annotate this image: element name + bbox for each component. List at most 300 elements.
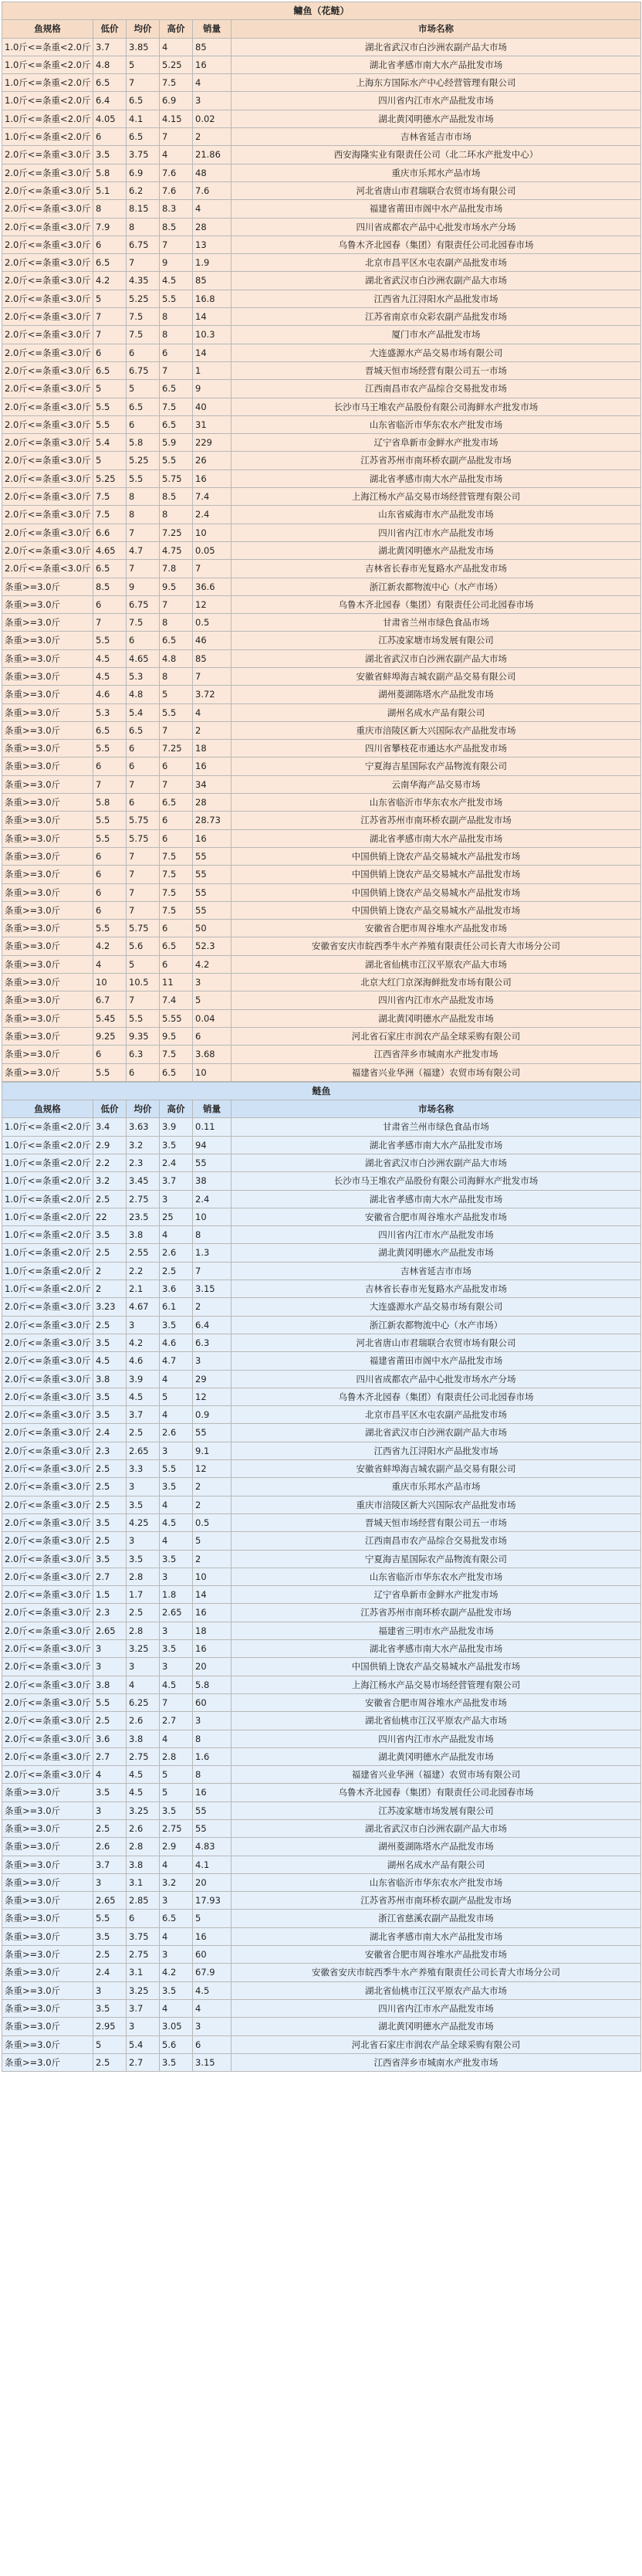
cell-spec: 2.0斤<=条重<3.0斤	[2, 236, 93, 253]
cell-market-name: 甘肃省兰州市绿色食品市场	[231, 1118, 641, 1136]
cell-market-name: 湖北省孝感市南大水产品批发市场	[231, 1640, 641, 1658]
table-row	[2, 1424, 641, 1442]
cell-market-name: 江西南昌市农产品综合交易批发市场	[231, 380, 641, 398]
cell-high-price: 9.5	[160, 1027, 193, 1045]
cell-high-price: 3.5	[160, 1550, 193, 1568]
cell-avg-price: 7	[127, 991, 160, 1009]
cell-spec: 1.0斤<=条重<2.0斤	[2, 1226, 93, 1244]
cell-volume: 7	[193, 560, 231, 578]
cell-spec: 1.0斤<=条重<2.0斤	[2, 128, 93, 146]
cell-low-price: 2.5	[93, 1478, 127, 1496]
cell-volume: 12	[193, 1388, 231, 1405]
cell-spec: 条重>=3.0斤	[2, 686, 93, 703]
cell-market-name: 湖北省武汉市白沙洲农副产品大市场	[231, 1424, 641, 1442]
table-row	[2, 1027, 641, 1045]
column-header-volume: 销量	[193, 1100, 231, 1118]
table-row	[2, 955, 641, 973]
cell-high-price: 9	[160, 254, 193, 272]
table-row	[2, 937, 641, 955]
cell-avg-price: 3	[127, 1316, 160, 1334]
cell-low-price: 4	[93, 955, 127, 973]
cell-market-name: 江苏省苏州市南环桥农副产品批发市场	[231, 812, 641, 829]
cell-market-name: 安徽省蚌埠海吉城农副产品交易有限公司	[231, 667, 641, 685]
cell-market-name: 辽宁省阜新市金鲜水产批发市场	[231, 434, 641, 452]
cell-volume: 8	[193, 1730, 231, 1747]
cell-low-price: 4.2	[93, 937, 127, 955]
cell-market-name: 湖北省孝感市南大水产品批发市场	[231, 1927, 641, 1945]
cell-market-name: 安徽省合肥市周谷堆水产品批发市场	[231, 1208, 641, 1225]
cell-avg-price: 5	[127, 380, 160, 398]
table-row	[2, 1513, 641, 1531]
cell-volume: 6	[193, 1027, 231, 1045]
cell-low-price: 2.7	[93, 1747, 127, 1765]
cell-market-name: 湖北黄冈明德水产品批发市场	[231, 1244, 641, 1262]
cell-volume: 28.73	[193, 812, 231, 829]
cell-market-name: 江苏省苏州市南环桥农副产品批发市场	[231, 452, 641, 469]
cell-market-name: 乌鲁木齐北园春（集团）有限责任公司北园春市场	[231, 236, 641, 253]
column-header-spec: 鱼规格	[2, 1100, 93, 1118]
cell-market-name: 河北省唐山市君瑞联合农贸市场有限公司	[231, 181, 641, 199]
cell-high-price: 7	[160, 721, 193, 739]
cell-high-price: 6.5	[160, 632, 193, 649]
cell-low-price: 6.7	[93, 991, 127, 1009]
cell-avg-price: 3.2	[127, 1136, 160, 1154]
cell-market-name: 江西省萍乡市城南水产批发市场	[231, 1046, 641, 1063]
cell-spec: 2.0斤<=条重<3.0斤	[2, 1478, 93, 1496]
cell-volume: 6	[193, 2035, 231, 2053]
table-title: 鲢鱼	[2, 1082, 641, 1100]
cell-high-price: 6.1	[160, 1298, 193, 1316]
cell-spec: 2.0斤<=条重<3.0斤	[2, 560, 93, 578]
cell-market-name: 重庆市乐邦水产品市场	[231, 1478, 641, 1496]
table-title: 鳙鱼（花鲢）	[2, 2, 641, 20]
cell-low-price: 2.7	[93, 1568, 127, 1585]
cell-volume: 85	[193, 272, 231, 290]
column-header-high: 高价	[160, 1100, 193, 1118]
cell-volume: 5	[193, 991, 231, 1009]
cell-avg-price: 2.8	[127, 1622, 160, 1639]
cell-low-price: 2.5	[93, 1316, 127, 1334]
table-row	[2, 686, 641, 703]
cell-market-name: 甘肃省兰州市绿色食品市场	[231, 614, 641, 632]
cell-high-price: 2.65	[160, 1604, 193, 1622]
cell-high-price: 1.8	[160, 1586, 193, 1604]
cell-volume: 4.5	[193, 1981, 231, 1999]
cell-market-name: 山东省临沂市华东农水产批发市场	[231, 415, 641, 433]
cell-avg-price: 8	[127, 218, 160, 236]
cell-avg-price: 3.1	[127, 1964, 160, 1981]
cell-high-price: 5.25	[160, 56, 193, 73]
cell-low-price: 7.9	[93, 218, 127, 236]
cell-volume: 18	[193, 740, 231, 758]
cell-market-name: 重庆市涪陵区新大兴国际农产品批发市场	[231, 721, 641, 739]
cell-spec: 条重>=3.0斤	[2, 649, 93, 667]
cell-spec: 2.0斤<=条重<3.0斤	[2, 1693, 93, 1711]
cell-high-price: 4	[160, 1226, 193, 1244]
cell-low-price: 5.25	[93, 469, 127, 487]
cell-low-price: 6	[93, 901, 127, 919]
cell-avg-price: 6	[127, 1910, 160, 1927]
cell-spec: 2.0斤<=条重<3.0斤	[2, 1406, 93, 1424]
cell-spec: 2.0斤<=条重<3.0斤	[2, 1352, 93, 1370]
cell-market-name: 浙江省慈溪农副产品批发市场	[231, 1910, 641, 1927]
cell-volume: 85	[193, 38, 231, 56]
cell-low-price: 22	[93, 1208, 127, 1225]
cell-market-name: 吉林省长春市光复路水产品批发市场	[231, 1280, 641, 1298]
cell-high-price: 4.7	[160, 1352, 193, 1370]
cell-high-price: 6	[160, 344, 193, 361]
cell-avg-price: 6.5	[127, 128, 160, 146]
cell-low-price: 5.5	[93, 1063, 127, 1081]
cell-high-price: 2.9	[160, 1838, 193, 1856]
cell-high-price: 3.5	[160, 1640, 193, 1658]
cell-volume: 5	[193, 1910, 231, 1927]
cell-low-price: 3.7	[93, 38, 127, 56]
cell-spec: 2.0斤<=条重<3.0斤	[2, 488, 93, 506]
cell-spec: 2.0斤<=条重<3.0斤	[2, 1604, 93, 1622]
cell-market-name: 安徽省安庆市皖西季牛水产养殖有限责任公司长青大市场分公司	[231, 937, 641, 955]
cell-volume: 46	[193, 632, 231, 649]
cell-avg-price: 7	[127, 866, 160, 883]
cell-low-price: 6.5	[93, 721, 127, 739]
table-row	[2, 1892, 641, 1910]
cell-avg-price: 2.75	[127, 1747, 160, 1765]
table-row	[2, 1693, 641, 1711]
cell-spec: 2.0斤<=条重<3.0斤	[2, 1424, 93, 1442]
cell-volume: 9.1	[193, 1442, 231, 1459]
table-row	[2, 1532, 641, 1550]
cell-avg-price: 8	[127, 488, 160, 506]
cell-market-name: 山东省临沂市华东农水产批发市场	[231, 1873, 641, 1891]
table-row	[2, 1136, 641, 1154]
column-header-market: 市场名称	[231, 20, 641, 38]
cell-avg-price: 7	[127, 847, 160, 865]
cell-volume: 1.9	[193, 254, 231, 272]
table-row	[2, 1658, 641, 1676]
table-row	[2, 1118, 641, 1136]
cell-volume: 9	[193, 380, 231, 398]
cell-market-name: 江苏凌家塘市场发展有限公司	[231, 1802, 641, 1819]
cell-avg-price: 5	[127, 56, 160, 73]
cell-high-price: 3	[160, 1190, 193, 1208]
cell-volume: 85	[193, 649, 231, 667]
cell-high-price: 4.75	[160, 541, 193, 559]
cell-low-price: 3.5	[93, 1513, 127, 1531]
cell-spec: 1.0斤<=条重<2.0斤	[2, 92, 93, 110]
cell-high-price: 4.15	[160, 110, 193, 127]
cell-spec: 条重>=3.0斤	[2, 2035, 93, 2053]
cell-low-price: 5.5	[93, 1693, 127, 1711]
cell-low-price: 6.5	[93, 254, 127, 272]
cell-low-price: 5.8	[93, 794, 127, 812]
cell-high-price: 6.5	[160, 937, 193, 955]
cell-volume: 2	[193, 1550, 231, 1568]
cell-avg-price: 2.65	[127, 1442, 160, 1459]
cell-spec: 条重>=3.0斤	[2, 1964, 93, 1981]
table-row	[2, 415, 641, 433]
cell-spec: 条重>=3.0斤	[2, 920, 93, 937]
cell-market-name: 湖北黄冈明德水产品批发市场	[231, 110, 641, 127]
cell-low-price: 6	[93, 847, 127, 865]
cell-market-name: 四川省内江市水产品批发市场	[231, 1226, 641, 1244]
cell-market-name: 四川省内江市水产品批发市场	[231, 1730, 641, 1747]
cell-volume: 10	[193, 1208, 231, 1225]
cell-low-price: 5.8	[93, 164, 127, 181]
table-row	[2, 2035, 641, 2053]
cell-avg-price: 7.5	[127, 614, 160, 632]
cell-volume: 10.3	[193, 326, 231, 344]
cell-spec: 条重>=3.0斤	[2, 847, 93, 865]
cell-low-price: 3.5	[93, 1226, 127, 1244]
table-row	[2, 758, 641, 775]
table-row	[2, 1154, 641, 1172]
cell-market-name: 乌鲁木齐北园春（集团）有限责任公司北园春市场	[231, 1784, 641, 1802]
cell-avg-price: 4.8	[127, 686, 160, 703]
cell-high-price: 6	[160, 920, 193, 937]
cell-low-price: 2.65	[93, 1892, 127, 1910]
cell-avg-price: 4.7	[127, 541, 160, 559]
cell-spec: 2.0斤<=条重<3.0斤	[2, 1676, 93, 1693]
cell-low-price: 3.8	[93, 1676, 127, 1693]
table-row	[2, 308, 641, 326]
cell-high-price: 7.6	[160, 181, 193, 199]
cell-market-name: 湖北省孝感市南大水产品批发市场	[231, 1190, 641, 1208]
cell-spec: 2.0斤<=条重<3.0斤	[2, 1513, 93, 1531]
cell-volume: 1.6	[193, 1747, 231, 1765]
cell-low-price: 7	[93, 614, 127, 632]
cell-low-price: 3	[93, 1981, 127, 1999]
cell-volume: 10	[193, 1063, 231, 1081]
cell-high-price: 4.5	[160, 272, 193, 290]
cell-avg-price: 6	[127, 794, 160, 812]
table-row	[2, 272, 641, 290]
cell-spec: 条重>=3.0斤	[2, 1927, 93, 1945]
table-row	[2, 721, 641, 739]
cell-avg-price: 7.5	[127, 308, 160, 326]
cell-market-name: 晋城天恒市场经营有限公司五一市场	[231, 1513, 641, 1531]
cell-high-price: 3	[160, 1568, 193, 1585]
cell-high-price: 7.5	[160, 883, 193, 901]
cell-high-price: 2.4	[160, 1154, 193, 1172]
cell-avg-price: 10.5	[127, 974, 160, 991]
cell-volume: 1	[193, 361, 231, 379]
cell-high-price: 7.5	[160, 1046, 193, 1063]
cell-volume: 16	[193, 1640, 231, 1658]
cell-low-price: 5.4	[93, 434, 127, 452]
cell-avg-price: 6.75	[127, 595, 160, 613]
cell-volume: 0.5	[193, 1513, 231, 1531]
cell-high-price: 2.5	[160, 1262, 193, 1280]
cell-market-name: 江西南昌市农产品综合交易批发市场	[231, 1532, 641, 1550]
table-row	[2, 1747, 641, 1765]
table-row	[2, 236, 641, 253]
table-row	[2, 1999, 641, 2017]
table-row	[2, 506, 641, 524]
table-row	[2, 632, 641, 649]
cell-high-price: 4	[160, 1999, 193, 2017]
cell-high-price: 8	[160, 326, 193, 344]
cell-avg-price: 7.5	[127, 326, 160, 344]
cell-low-price: 3	[93, 1873, 127, 1891]
table-row	[2, 1568, 641, 1585]
cell-high-price: 5.5	[160, 1460, 193, 1478]
cell-spec: 条重>=3.0斤	[2, 614, 93, 632]
column-header-high: 高价	[160, 20, 193, 38]
cell-low-price: 6	[93, 866, 127, 883]
cell-low-price: 5.45	[93, 1009, 127, 1027]
cell-volume: 55	[193, 1424, 231, 1442]
cell-avg-price: 4.2	[127, 1334, 160, 1351]
cell-high-price: 7.5	[160, 866, 193, 883]
cell-low-price: 5.5	[93, 812, 127, 829]
cell-market-name: 湖北省武汉市白沙洲农副产品大市场	[231, 649, 641, 667]
cell-high-price: 2.6	[160, 1244, 193, 1262]
cell-avg-price: 7	[127, 524, 160, 541]
cell-volume: 14	[193, 344, 231, 361]
cell-avg-price: 3	[127, 2018, 160, 2035]
cell-low-price: 6.5	[93, 74, 127, 92]
table-row	[2, 1226, 641, 1244]
table-row	[2, 1712, 641, 1730]
cell-volume: 4.2	[193, 955, 231, 973]
cell-volume: 4	[193, 703, 231, 721]
cell-avg-price: 5.25	[127, 452, 160, 469]
cell-market-name: 中国供销上饶农产品交易城水产品批发市场	[231, 866, 641, 883]
cell-market-name: 湖北省孝感市南大水产品批发市场	[231, 1136, 641, 1154]
cell-market-name: 福建省兴业华洲（福建）农贸市场有限公司	[231, 1766, 641, 1784]
table-row	[2, 1208, 641, 1225]
cell-avg-price: 7	[127, 74, 160, 92]
cell-volume: 3.68	[193, 1046, 231, 1063]
cell-avg-price: 3.5	[127, 1550, 160, 1568]
cell-volume: 16	[193, 829, 231, 847]
cell-avg-price: 5.4	[127, 703, 160, 721]
cell-avg-price: 2.3	[127, 1154, 160, 1172]
cell-volume: 7	[193, 1262, 231, 1280]
cell-volume: 0.05	[193, 541, 231, 559]
cell-avg-price: 6	[127, 344, 160, 361]
table-row	[2, 1730, 641, 1747]
cell-avg-price: 5.75	[127, 812, 160, 829]
cell-spec: 条重>=3.0斤	[2, 2018, 93, 2035]
cell-market-name: 河北省石家庄市润农产品全球采购有限公司	[231, 1027, 641, 1045]
cell-market-name: 吉林省延吉市市场	[231, 128, 641, 146]
cell-low-price: 2	[93, 1280, 127, 1298]
cell-spec: 1.0斤<=条重<2.0斤	[2, 110, 93, 127]
cell-market-name: 山东省临沂市华东农水产批发市场	[231, 794, 641, 812]
cell-spec: 2.0斤<=条重<3.0斤	[2, 1568, 93, 1585]
cell-spec: 2.0斤<=条重<3.0斤	[2, 524, 93, 541]
table-row	[2, 254, 641, 272]
cell-low-price: 2.5	[93, 1532, 127, 1550]
table-row	[2, 488, 641, 506]
table-row	[2, 1442, 641, 1459]
cell-spec: 条重>=3.0斤	[2, 703, 93, 721]
cell-avg-price: 4.67	[127, 1298, 160, 1316]
cell-high-price: 5.75	[160, 469, 193, 487]
cell-low-price: 4.5	[93, 1352, 127, 1370]
cell-high-price: 8	[160, 506, 193, 524]
cell-low-price: 4.2	[93, 272, 127, 290]
cell-spec: 条重>=3.0斤	[2, 758, 93, 775]
cell-spec: 1.0斤<=条重<2.0斤	[2, 1244, 93, 1262]
cell-low-price: 2.3	[93, 1604, 127, 1622]
cell-low-price: 3.5	[93, 1334, 127, 1351]
cell-high-price: 7	[160, 361, 193, 379]
cell-spec: 2.0斤<=条重<3.0斤	[2, 272, 93, 290]
cell-high-price: 3.2	[160, 1873, 193, 1891]
table-row	[2, 128, 641, 146]
cell-high-price: 3.5	[160, 1802, 193, 1819]
cell-avg-price: 5.5	[127, 469, 160, 487]
cell-volume: 3	[193, 1712, 231, 1730]
cell-market-name: 湖州菱湖陈塔水产品批发市场	[231, 1838, 641, 1856]
cell-avg-price: 3.25	[127, 1981, 160, 1999]
cell-spec: 条重>=3.0斤	[2, 937, 93, 955]
cell-volume: 7.4	[193, 488, 231, 506]
cell-spec: 条重>=3.0斤	[2, 740, 93, 758]
cell-low-price: 3.5	[93, 1999, 127, 2017]
cell-spec: 2.0斤<=条重<3.0斤	[2, 469, 93, 487]
cell-high-price: 8	[160, 614, 193, 632]
cell-spec: 2.0斤<=条重<3.0斤	[2, 1532, 93, 1550]
cell-high-price: 6.5	[160, 380, 193, 398]
cell-high-price: 3.9	[160, 1118, 193, 1136]
cell-avg-price: 2.2	[127, 1262, 160, 1280]
cell-low-price: 2.5	[93, 1190, 127, 1208]
cell-high-price: 6	[160, 955, 193, 973]
cell-low-price: 6	[93, 758, 127, 775]
cell-high-price: 6	[160, 812, 193, 829]
table-row	[2, 1009, 641, 1027]
cell-spec: 2.0斤<=条重<3.0斤	[2, 146, 93, 164]
cell-market-name: 西安海隆实业有限责任公司（北二环水产批发中心）	[231, 146, 641, 164]
cell-market-name: 湖州菱湖陈塔水产品批发市场	[231, 686, 641, 703]
table-row	[2, 812, 641, 829]
cell-spec: 条重>=3.0斤	[2, 1873, 93, 1891]
cell-avg-price: 9.35	[127, 1027, 160, 1045]
cell-avg-price: 5.4	[127, 2035, 160, 2053]
cell-avg-price: 9	[127, 578, 160, 595]
column-header-avg: 均价	[127, 20, 160, 38]
cell-low-price: 5	[93, 2035, 127, 2053]
cell-volume: 14	[193, 1586, 231, 1604]
cell-market-name: 河北省唐山市君瑞联合农贸市场有限公司	[231, 1334, 641, 1351]
cell-high-price: 7.5	[160, 901, 193, 919]
cell-avg-price: 4.6	[127, 1352, 160, 1370]
table-row	[2, 920, 641, 937]
cell-spec: 条重>=3.0斤	[2, 1063, 93, 1081]
cell-market-name: 湖北黄冈明德水产品批发市场	[231, 2018, 641, 2035]
cell-market-name: 大连盛源水产品交易市场有限公司	[231, 1298, 641, 1316]
cell-avg-price: 2.6	[127, 1819, 160, 1837]
cell-spec: 条重>=3.0斤	[2, 595, 93, 613]
cell-low-price: 5.5	[93, 632, 127, 649]
cell-volume: 5	[193, 1532, 231, 1550]
cell-high-price: 8.5	[160, 488, 193, 506]
cell-market-name: 安徽省合肥市周谷堆水产品批发市场	[231, 1946, 641, 1964]
table-row	[2, 991, 641, 1009]
cell-low-price: 5	[93, 290, 127, 307]
table-row	[2, 146, 641, 164]
table-row	[2, 398, 641, 415]
cell-high-price: 11	[160, 974, 193, 991]
cell-market-name: 四川省内江市水产品批发市场	[231, 1999, 641, 2017]
table-row	[2, 290, 641, 307]
cell-volume: 20	[193, 1658, 231, 1676]
cell-volume: 55	[193, 847, 231, 865]
cell-volume: 60	[193, 1693, 231, 1711]
